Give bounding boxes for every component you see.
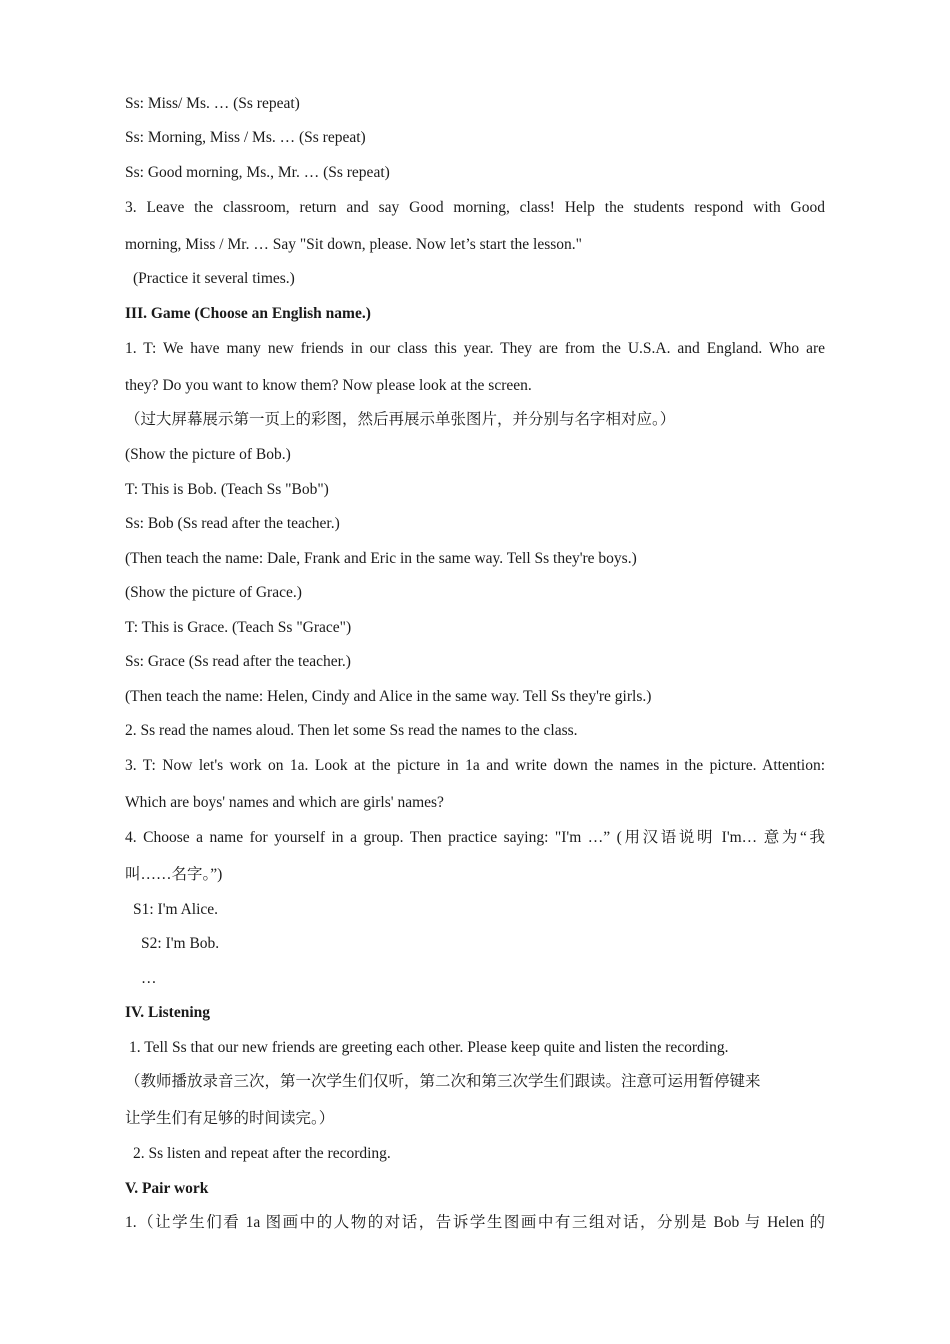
line-6: (Practice it several times.) xyxy=(133,270,295,287)
line-15: (Show the picture of Grace.) xyxy=(125,584,302,601)
line-13: Ss: Bob (Ss read after the teacher.) xyxy=(125,515,340,532)
line-12: T: This is Bob. (Teach Ss "Bob") xyxy=(125,481,329,498)
line-20: 3. T: Now let's work on 1a. Look at the picture in 1a and write down the names in the picture. Attention: xyxy=(125,757,825,774)
line-16: T: This is Grace. (Teach Ss "Grace") xyxy=(125,619,352,636)
line-8: 1. T: We have many new friends in our class this year. They are from the U.S.A. and England. Who are xyxy=(125,340,825,357)
line-19: 2. Ss read the names aloud. Then let some Ss read the names to the class. xyxy=(125,722,578,739)
section-heading-listening: IV. Listening xyxy=(125,1004,210,1021)
line-14: (Then teach the name: Dale, Frank and Eric in the same way. Tell Ss they're boys.) xyxy=(125,550,637,567)
line-29: （教师播放录音三次，第一次学生们仅听，第二次和第三次学生们跟读。注意可运用暂停键来 xyxy=(125,1073,761,1090)
line-31: 2. Ss listen and repeat after the recording. xyxy=(133,1145,391,1162)
line-28: 1. Tell Ss that our new friends are greeting each other. Please keep quite and listen the recording. xyxy=(129,1039,729,1056)
section-heading-game: III. Game (Choose an English name.) xyxy=(125,305,371,322)
line-3: Ss: Good morning, Ms., Mr. … (Ss repeat) xyxy=(125,164,390,181)
line-26: … xyxy=(141,970,157,987)
line-10: （过大屏幕展示第一页上的彩图，然后再展示单张图片，并分别与名字相对应。） xyxy=(125,411,676,428)
line-2: Ss: Morning, Miss / Ms. … (Ss repeat) xyxy=(125,129,366,146)
line-24: S1: I'm Alice. xyxy=(133,901,219,918)
line-22: 4. Choose a name for yourself in a group. Then practice saying: "I'm …” (用汉语说明 I'm… 意为“我 xyxy=(125,829,825,846)
line-9: they? Do you want to know them? Now please look at the screen. xyxy=(125,377,532,394)
line-25: S2: I'm Bob. xyxy=(141,935,220,952)
line-23: 叫……名字。”) xyxy=(125,866,223,883)
line-18: (Then teach the name: Helen, Cindy and Alice in the same way. Tell Ss they're girls.) xyxy=(125,688,652,705)
line-21: Which are boys' names and which are girls' names? xyxy=(125,794,444,811)
line-5: morning, Miss / Mr. … Say "Sit down, please. Now let’s start the lesson." xyxy=(125,236,582,253)
line-1: Ss: Miss/ Ms. … (Ss repeat) xyxy=(125,95,300,112)
section-heading-pair-work: V. Pair work xyxy=(125,1180,209,1197)
line-11: (Show the picture of Bob.) xyxy=(125,446,291,463)
line-17: Ss: Grace (Ss read after the teacher.) xyxy=(125,653,351,670)
line-33: 1.（让学生们看 1a 图画中的人物的对话，告诉学生图画中有三组对话，分别是 Bob 与 Helen 的 xyxy=(125,1214,825,1231)
line-30: 让学生们有足够的时间读完。） xyxy=(125,1110,335,1127)
line-4: 3. Leave the classroom, return and say Good morning, class! Help the students respond with Good xyxy=(125,199,825,216)
